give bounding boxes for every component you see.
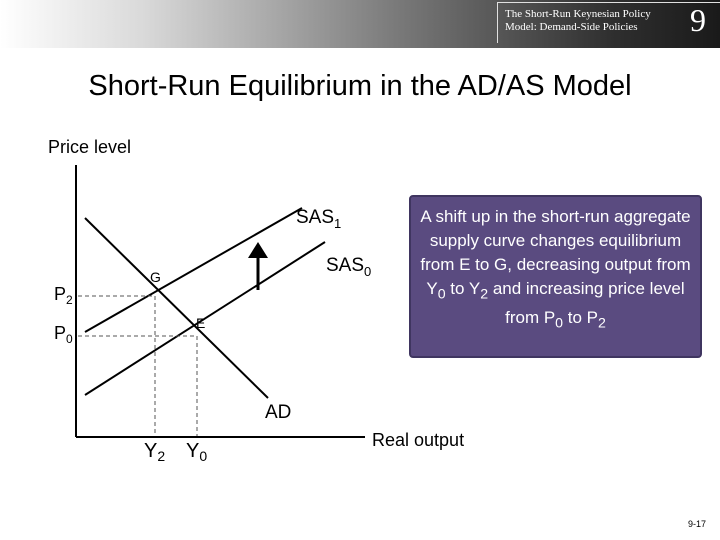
sas1-curve (85, 208, 302, 332)
ad-curve (85, 218, 268, 398)
header-subtitle-line1: The Short-Run Keynesian Policy (505, 8, 651, 20)
y2-label: $Y_2$ (144, 440, 166, 464)
sas0-label: $SAS_0$ (326, 255, 372, 279)
x-axis-label: Real output (372, 430, 465, 450)
callout-sub-p0: 0 (555, 315, 564, 332)
point-e-label: E (196, 315, 206, 331)
y-axis-label: Price level (48, 137, 132, 157)
chapter-number: 9 (690, 2, 706, 38)
callout-text-3: and increasing price level from P (488, 279, 685, 328)
p2-label: $P_2$ (54, 284, 73, 307)
header-subtitle-line2: Model: Demand-Side Policies (505, 21, 638, 33)
callout-sub-p2: 2 (598, 315, 606, 332)
shift-arrowhead (248, 242, 268, 258)
explanation-callout (409, 195, 702, 358)
page-number: 9-17 (688, 519, 707, 529)
point-g-label: G (150, 269, 161, 285)
callout-text-2: to Y (445, 279, 481, 298)
ad-label: AD (265, 402, 292, 423)
callout-text-1: A shift up in the short-run aggregate supply curve changes equilibrium from E to G, decreasing output from Y (420, 207, 691, 298)
sas1-label: $SAS_1$ (296, 207, 342, 231)
callout-sub-y2: 2 (480, 286, 489, 303)
p0-label: $P_0$ (54, 323, 73, 346)
callout-sub-y0: 0 (437, 286, 446, 303)
callout-text-4: to P (563, 308, 599, 328)
slide-title: Short-Run Equilibrium in the AD/AS Model (88, 70, 632, 102)
y0-label: $Y_0$ (186, 440, 208, 464)
